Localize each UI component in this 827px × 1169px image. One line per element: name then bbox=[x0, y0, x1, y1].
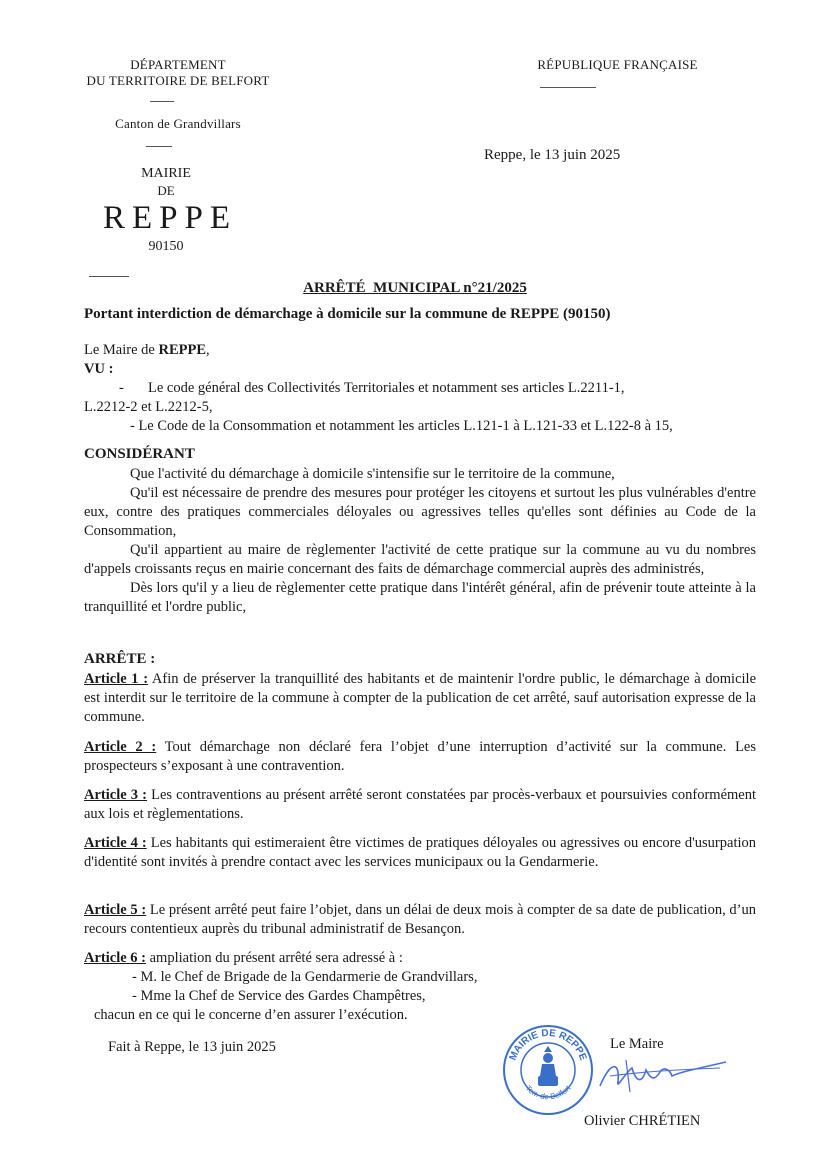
considerant-paragraph: Que l'activité du démarchage à domicile s'intensifie sur le territoire de la commune, bbox=[130, 466, 615, 482]
signature-icon bbox=[580, 1042, 730, 1102]
article-text: ampliation du présent arrêté sera adressé à : bbox=[146, 950, 403, 966]
maire-commune: REPPE bbox=[158, 342, 207, 358]
considerant-section bbox=[84, 465, 756, 617]
department-line-2: DU TERRITOIRE DE BELFORT bbox=[86, 73, 270, 88]
recipient-item: - Mme la Chef de Service des Gardes Champêtres, bbox=[132, 988, 426, 1004]
signatory-name: Olivier CHRÉTIEN bbox=[584, 1113, 701, 1129]
article-text: Le présent arrêté peut faire l’objet, dans un délai de deux mois à compter de sa date de publication, d’un recours contentieux auprès du tribunal administratif de Besançon. bbox=[84, 902, 757, 937]
maire-suffix: , bbox=[206, 342, 210, 358]
vu-item-1-line-2: L.2212-2 et L.2212-5, bbox=[84, 399, 213, 415]
considerant-heading: CONSIDÉRANT bbox=[84, 446, 195, 462]
article-label: Article 4 : bbox=[84, 835, 147, 851]
mairie-label: MAIRIE bbox=[141, 166, 191, 181]
maire-prefix: Le Maire de bbox=[84, 342, 159, 358]
vu-item-1-line-1: Le code général des Collectivités Territoriales et notamment ses articles L.2211-1, bbox=[148, 380, 625, 396]
fait-a-line: Fait à Reppe, le 13 juin 2025 bbox=[108, 1039, 276, 1055]
article-3 bbox=[84, 786, 756, 824]
document-subtitle: Portant interdiction de démarchage à domicile sur la commune de REPPE (90150) bbox=[84, 306, 611, 322]
article-text: Afin de préserver la tranquillité des habitants et de maintenir l'ordre public, le démarchage à domicile est interdit sur le territoire de la commune à compter de la publication de cet arrêté, sauf autorisation expresse de la commune. bbox=[84, 671, 757, 725]
canton-label: Canton de Grandvillars bbox=[115, 116, 241, 131]
stamp-emblem-icon bbox=[538, 1046, 558, 1086]
closing-line: chacun en ce qui le concerne d’en assurer l’exécution. bbox=[94, 1007, 408, 1023]
document-title: ARRÊTÉ MUNICIPAL n°21/2025 bbox=[303, 280, 527, 296]
article-text: Tout démarchage non déclaré fera l’objet d’une interruption d’activité sur la commune. Les prospecteurs s’exposant à une contravention. bbox=[84, 739, 756, 774]
stamp-bottom-text: Terr. de Belfort bbox=[523, 1083, 573, 1102]
commune-name: REPPE bbox=[103, 200, 238, 236]
department-line-1: DÉPARTEMENT bbox=[130, 57, 226, 72]
article-5 bbox=[84, 901, 756, 939]
article-text: Les habitants qui estimeraient être victimes de pratiques déloyales ou agressives ou encore d'usurpation d'identité sont invités à prendre contact avec les services municipaux ou la Gendarmerie. bbox=[84, 835, 756, 870]
article-label: Article 3 : bbox=[84, 787, 147, 803]
article-label: Article 1 : bbox=[84, 671, 149, 687]
place-date: Reppe, le 13 juin 2025 bbox=[484, 147, 621, 163]
article-4 bbox=[84, 834, 756, 872]
article-label: Article 2 : bbox=[84, 739, 157, 755]
considerant-paragraph: Qu'il est nécessaire de prendre des mesures pour protéger les citoyens et surtout les plus vulnérables d'entre eux, contre des pratiques commerciales déloyales ou agressives telles qu'elles sont définies au Code de la Consommation, bbox=[84, 485, 756, 539]
article-label: Article 5 : bbox=[84, 902, 147, 918]
recipient-item: - M. le Chef de Brigade de la Gendarmerie de Grandvillars, bbox=[132, 969, 478, 985]
vu-item-2: - Le Code de la Consommation et notamment les articles L.121-1 à L.121-33 et L.122-8 à 15, bbox=[130, 418, 673, 434]
considerant-paragraph: Qu'il appartient au maire de règlementer l'activité de cette pratique sur la commune au vu du nombres d'appels croissants reçus en mairie concernant des faits de démarchage commercial auprès des administrés, bbox=[84, 542, 756, 577]
article-1 bbox=[84, 670, 756, 727]
vu-heading: VU : bbox=[84, 361, 114, 377]
arrete-heading: ARRÊTE : bbox=[84, 651, 156, 667]
stamp-top-text: MAIRIE DE REPPE bbox=[507, 1027, 589, 1063]
header-divider bbox=[540, 87, 596, 88]
header-divider bbox=[146, 146, 172, 147]
maire-line bbox=[84, 341, 764, 360]
considerant-paragraph: Dès lors qu'il y a lieu de règlementer cette pratique dans l'intérêt général, afin de prévenir toute atteinte à la tranquillité et l'ordre public, bbox=[84, 580, 756, 615]
postcode: 90150 bbox=[148, 239, 184, 254]
vu-item-dash: - bbox=[119, 380, 124, 396]
article-text: Les contraventions au présent arrêté seront constatées par procès-verbaux et poursuivies conformément aux lois et règlementations. bbox=[84, 787, 756, 822]
department-header bbox=[78, 57, 278, 89]
mairie-block bbox=[96, 166, 236, 255]
article-2 bbox=[84, 738, 756, 776]
header-divider bbox=[150, 101, 174, 102]
article-6 bbox=[84, 949, 756, 968]
republic-label: RÉPUBLIQUE FRANÇAISE bbox=[537, 57, 698, 72]
header-divider bbox=[89, 276, 129, 277]
mairie-de-label: DE bbox=[157, 183, 175, 198]
le-maire-label: Le Maire bbox=[610, 1036, 664, 1052]
article-label: Article 6 : bbox=[84, 950, 146, 966]
